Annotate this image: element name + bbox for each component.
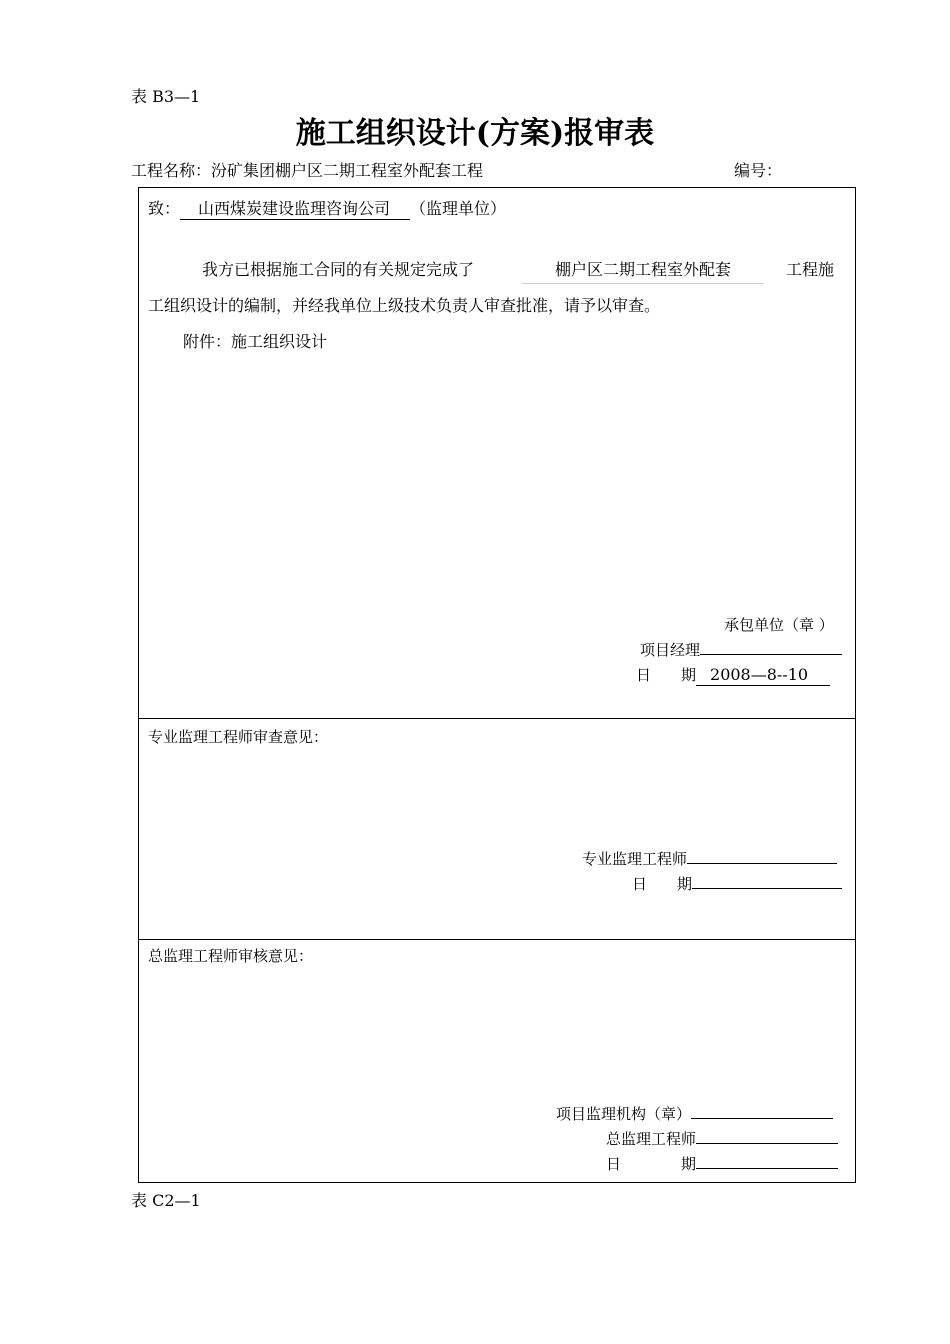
project-label: 工程名称： [131, 161, 212, 180]
to-suffix: （监理单位） [410, 199, 507, 218]
number-label: 编号： [734, 161, 783, 180]
form-code-bottom: 表 C2—1 [131, 1191, 201, 1210]
section-divider-2 [138, 939, 856, 940]
section2-engineer-label: 专业监理工程师 [582, 850, 688, 868]
page-title: 施工组织设计(方案)报审表 [295, 116, 655, 151]
to-unit: 山西煤炭建设监理咨询公司 [180, 196, 410, 220]
project-name-line [131, 158, 483, 181]
body-part1: 我方已根据施工合同的有关规定完成了 [202, 260, 475, 279]
section-divider-1 [138, 718, 856, 719]
date-value: 2008—8--10 [696, 665, 830, 686]
section2-engineer-line [582, 848, 837, 869]
section3-chief-line [606, 1128, 838, 1149]
section2-date-label: 日 期 [632, 875, 693, 893]
section3-org-line [556, 1103, 833, 1124]
project-name: 汾矿集团棚户区二期工程室外配套工程 [211, 161, 484, 180]
section3-chief-blank [696, 1129, 838, 1144]
section3-date-blank [696, 1154, 838, 1169]
project-manager-blank [700, 640, 842, 655]
section2-engineer-blank [687, 849, 837, 864]
section3-date-label: 日 期 [606, 1155, 697, 1173]
section2-heading: 专业监理工程师审查意见： [148, 728, 329, 746]
to-label: 致： [148, 199, 181, 218]
section3-date-line [606, 1153, 838, 1174]
project-manager-line [640, 639, 842, 660]
section2-date-blank [692, 874, 842, 889]
form-code-top: 表 B3—1 [131, 87, 201, 106]
section3-heading: 总监理工程师审核意见： [148, 947, 314, 965]
attachment: 附件：施工组织设计 [183, 332, 328, 351]
addressee-line [148, 196, 506, 220]
date-line-1 [636, 664, 830, 686]
contractor-seal: 承包单位（章 ） [724, 616, 834, 634]
body-line2: 工组织设计的编制，并经我单位上级技术负责人审查批准，请予以审查。 [148, 296, 661, 315]
body-part2: 工程施 [786, 260, 835, 279]
date-label-1: 日 期 [636, 666, 697, 684]
section2-date-line [632, 873, 842, 894]
project-manager-label: 项目经理 [640, 641, 701, 659]
section3-org-blank [691, 1104, 833, 1119]
section3-chief-label: 总监理工程师 [606, 1130, 697, 1148]
body-project: 棚户区二期工程室外配套 [522, 257, 764, 284]
section3-org-label: 项目监理机构（章） [556, 1105, 692, 1123]
